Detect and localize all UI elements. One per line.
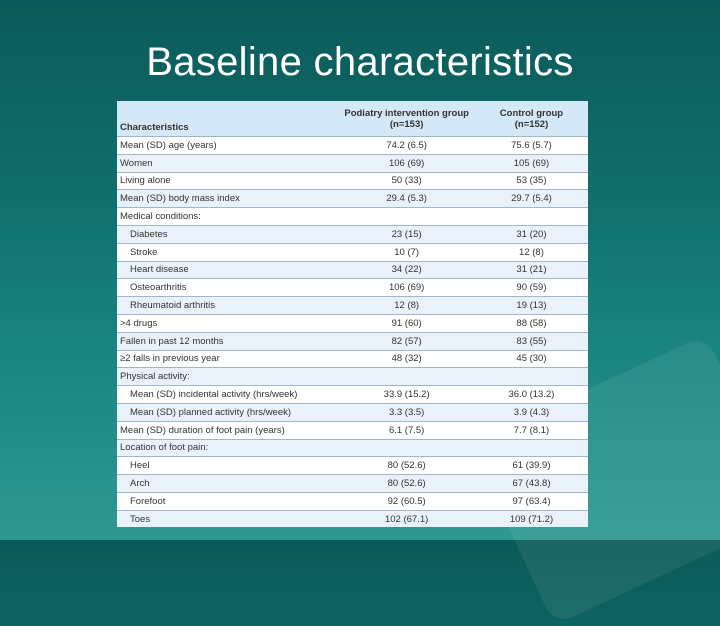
control-value: 31 (21) [475, 261, 588, 279]
section-label: Medical conditions: [117, 208, 338, 226]
row-label: Stroke [117, 243, 338, 261]
table-row [117, 403, 588, 421]
row-label: Heart disease [117, 261, 338, 279]
podiatry-value: 80 (52.6) [338, 475, 475, 493]
baseline-table-card [117, 101, 588, 527]
header-podiatry-n: (n=153) [389, 118, 424, 130]
control-value: 7.7 (8.1) [475, 421, 588, 439]
table-row [117, 261, 588, 279]
row-label: Mean (SD) body mass index [117, 190, 338, 208]
table-row [117, 386, 588, 404]
row-label: Mean (SD) age (years) [117, 137, 338, 155]
podiatry-value: 12 (8) [338, 297, 475, 315]
header-control-n: (n=152) [514, 118, 549, 130]
table-header-row [117, 101, 588, 137]
table-row [117, 350, 588, 368]
header-control-group [475, 101, 588, 137]
podiatry-value: 92 (60.5) [338, 492, 475, 510]
podiatry-value: 50 (33) [338, 172, 475, 190]
podiatry-value: 106 (69) [338, 154, 475, 172]
control-value: 3.9 (4.3) [475, 403, 588, 421]
control-value: 53 (35) [475, 172, 588, 190]
control-value: 29.7 (5.4) [475, 190, 588, 208]
table-section-row [117, 439, 588, 457]
row-label: Fallen in past 12 months [117, 332, 338, 350]
podiatry-value: 82 (57) [338, 332, 475, 350]
podiatry-value: 91 (60) [338, 314, 475, 332]
podiatry-value: 33.9 (15.2) [338, 386, 475, 404]
control-value: 45 (30) [475, 350, 588, 368]
control-value: 31 (20) [475, 225, 588, 243]
header-podiatry-title: Podiatry intervention group [344, 107, 469, 119]
control-value: 109 (71.2) [475, 510, 588, 527]
header-characteristics: Characteristics [117, 101, 338, 137]
control-value: 75.6 (5.7) [475, 137, 588, 155]
podiatry-value: 23 (15) [338, 225, 475, 243]
row-label: Living alone [117, 172, 338, 190]
row-label: Diabetes [117, 225, 338, 243]
row-label: Toes [117, 510, 338, 527]
row-label: Rheumatoid arthritis [117, 297, 338, 315]
table-row [117, 154, 588, 172]
podiatry-value [338, 208, 475, 226]
table-row [117, 457, 588, 475]
control-value: 12 (8) [475, 243, 588, 261]
control-value [475, 439, 588, 457]
row-label: >4 drugs [117, 314, 338, 332]
podiatry-value: 106 (69) [338, 279, 475, 297]
slide-title: Baseline characteristics [146, 40, 574, 84]
control-value: 97 (63.4) [475, 492, 588, 510]
row-label: Women [117, 154, 338, 172]
control-value: 61 (39.9) [475, 457, 588, 475]
row-label: ≥2 falls in previous year [117, 350, 338, 368]
header-podiatry-group [338, 101, 475, 137]
control-value: 36.0 (13.2) [475, 386, 588, 404]
table-row [117, 332, 588, 350]
baseline-characteristics-table [117, 101, 588, 527]
table-row [117, 510, 588, 527]
table-row [117, 421, 588, 439]
table-row [117, 492, 588, 510]
table-row [117, 279, 588, 297]
table-section-row [117, 368, 588, 386]
podiatry-value [338, 368, 475, 386]
row-label: Arch [117, 475, 338, 493]
control-value [475, 368, 588, 386]
table-row [117, 475, 588, 493]
podiatry-value [338, 439, 475, 457]
control-value: 90 (59) [475, 279, 588, 297]
row-label: Mean (SD) incidental activity (hrs/week) [117, 386, 338, 404]
section-label: Location of foot pain: [117, 439, 338, 457]
podiatry-value: 48 (32) [338, 350, 475, 368]
table-row [117, 243, 588, 261]
table-section-row [117, 208, 588, 226]
control-value [475, 208, 588, 226]
podiatry-value: 6.1 (7.5) [338, 421, 475, 439]
row-label: Heel [117, 457, 338, 475]
table-row [117, 172, 588, 190]
podiatry-value: 3.3 (3.5) [338, 403, 475, 421]
table-row [117, 225, 588, 243]
control-value: 67 (43.8) [475, 475, 588, 493]
podiatry-value: 74.2 (6.5) [338, 137, 475, 155]
control-value: 19 (13) [475, 297, 588, 315]
podiatry-value: 29.4 (5.3) [338, 190, 475, 208]
row-label: Forefoot [117, 492, 338, 510]
row-label: Mean (SD) duration of foot pain (years) [117, 421, 338, 439]
control-value: 105 (69) [475, 154, 588, 172]
row-label: Osteoarthritis [117, 279, 338, 297]
header-control-title: Control group [499, 107, 564, 119]
control-value: 88 (58) [475, 314, 588, 332]
table-row [117, 190, 588, 208]
section-label: Physical activity: [117, 368, 338, 386]
table-row [117, 297, 588, 315]
podiatry-value: 34 (22) [338, 261, 475, 279]
control-value: 83 (55) [475, 332, 588, 350]
row-label: Mean (SD) planned activity (hrs/week) [117, 403, 338, 421]
podiatry-value: 102 (67.1) [338, 510, 475, 527]
table-row [117, 314, 588, 332]
podiatry-value: 10 (7) [338, 243, 475, 261]
podiatry-value: 80 (52.6) [338, 457, 475, 475]
table-row [117, 137, 588, 155]
